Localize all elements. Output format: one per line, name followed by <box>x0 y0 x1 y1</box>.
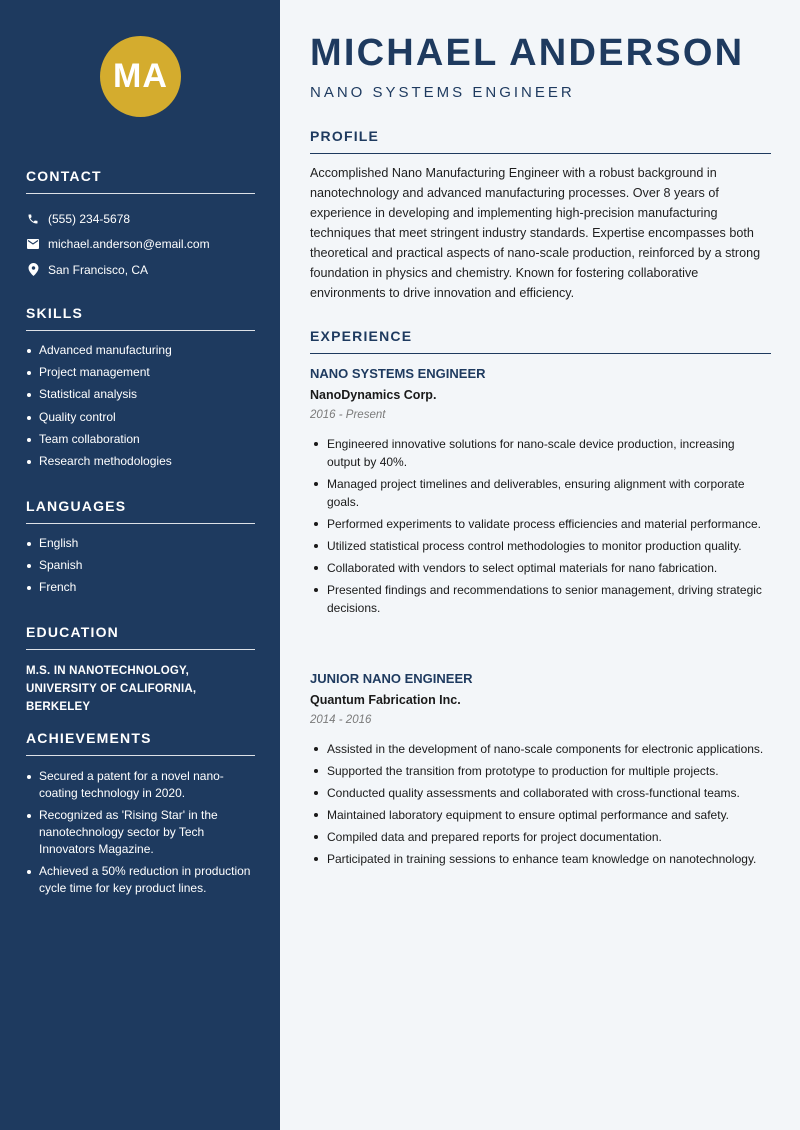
contact-section <box>26 168 255 283</box>
job-dates: 2016 - Present <box>310 409 386 421</box>
list-item: Advanced manufacturing <box>26 343 255 365</box>
phone-icon <box>26 212 40 226</box>
email-text: michael.anderson@email.com <box>48 237 210 252</box>
list-item: Project management <box>26 365 255 387</box>
skills-list <box>26 343 255 476</box>
list-item: Spanish <box>26 558 255 580</box>
list-item: French <box>26 580 255 602</box>
list-item: Supported the transition from prototype to production for multiple projects. <box>310 762 771 780</box>
list-item: Utilized statistical process control methodologies to monitor production quality. <box>310 537 771 555</box>
profile-heading: PROFILE <box>310 128 771 154</box>
job-role: NANO SYSTEMS ENGINEER <box>310 366 486 381</box>
contact-list <box>26 206 255 283</box>
list-item: Presented findings and recommendations to senior management, driving strategic decisions. <box>310 581 771 617</box>
education-school: UNIVERSITY OF CALIFORNIA, BERKELEY <box>26 683 197 713</box>
list-item: Assisted in the development of nano-scale components for electronic applications. <box>310 740 771 758</box>
list-item: Participated in training sessions to enhance team knowledge on nanotechnology. <box>310 850 771 868</box>
list-item: Performed experiments to validate process efficiencies and material performance. <box>310 515 771 533</box>
list-item: Managed project timelines and deliverables, ensuring alignment with corporate goals. <box>310 475 771 511</box>
languages-section <box>26 498 255 603</box>
job-role: JUNIOR NANO ENGINEER <box>310 671 473 686</box>
contact-location <box>26 257 255 283</box>
education-degree: M.S. IN NANOTECHNOLOGY, <box>26 665 190 677</box>
avatar-initials: MA <box>113 57 168 95</box>
languages-list <box>26 536 255 603</box>
location-icon <box>26 263 40 277</box>
person-name: MICHAEL ANDERSON <box>310 32 745 74</box>
list-item: Quality control <box>26 410 255 432</box>
contact-email <box>26 232 255 258</box>
education-heading: EDUCATION <box>26 624 255 650</box>
contact-heading: CONTACT <box>26 168 255 194</box>
job-company: Quantum Fabrication Inc. <box>310 693 461 707</box>
list-item: Collaborated with vendors to select optimal materials for nano fabrication. <box>310 559 771 577</box>
list-item: Achieved a 50% reduction in production cycle time for key product lines. <box>26 863 255 897</box>
job-entry <box>310 366 771 621</box>
list-item: Statistical analysis <box>26 387 255 409</box>
list-item: Compiled data and prepared reports for project documentation. <box>310 828 771 846</box>
languages-heading: LANGUAGES <box>26 498 255 524</box>
sidebar <box>0 0 280 1130</box>
experience-heading: EXPERIENCE <box>310 328 771 354</box>
list-item: English <box>26 536 255 558</box>
achievements-section <box>26 730 255 902</box>
achievements-heading: ACHIEVEMENTS <box>26 730 255 756</box>
location-text: San Francisco, CA <box>48 262 149 277</box>
email-icon <box>26 237 40 251</box>
skills-section <box>26 305 255 476</box>
job-entry <box>310 671 771 872</box>
skills-heading: SKILLS <box>26 305 255 331</box>
list-item: Conducted quality assessments and collaborated with cross-functional teams. <box>310 784 771 802</box>
job-points <box>310 740 771 868</box>
list-item: Secured a patent for a novel nano-coating technology in 2020. <box>26 768 255 802</box>
contact-phone <box>26 206 255 232</box>
education-section <box>26 624 255 716</box>
job-company: NanoDynamics Corp. <box>310 388 437 402</box>
list-item: Engineered innovative solutions for nano-scale device production, increasing output by 40%. <box>310 435 771 471</box>
profile-text: Accomplished Nano Manufacturing Engineer with a robust background in nanotechnology and advanced manufacturing processes. Over 8 years of experience in developing and implementing high-precision manufacturing techniques that meet stringent industry standards. Expertise encompasses both theoretical and practical aspects of nano-scale production, reinforced by a strong foundation in physics and chemistry. Known for fostering collaborative environments to drive innovation and efficiency. <box>310 166 761 300</box>
job-points <box>310 435 771 617</box>
list-item: Team collaboration <box>26 432 255 454</box>
job-title: NANO SYSTEMS ENGINEER <box>310 84 575 101</box>
education-entry <box>26 662 255 716</box>
job-dates: 2014 - 2016 <box>310 714 372 726</box>
avatar <box>100 36 181 117</box>
achievements-list <box>26 768 255 897</box>
list-item: Maintained laboratory equipment to ensure optimal performance and safety. <box>310 806 771 824</box>
phone-text: (555) 234-5678 <box>48 211 131 226</box>
list-item: Recognized as 'Rising Star' in the nanotechnology sector by Tech Innovators Magazine. <box>26 807 255 858</box>
list-item: Research methodologies <box>26 454 255 476</box>
